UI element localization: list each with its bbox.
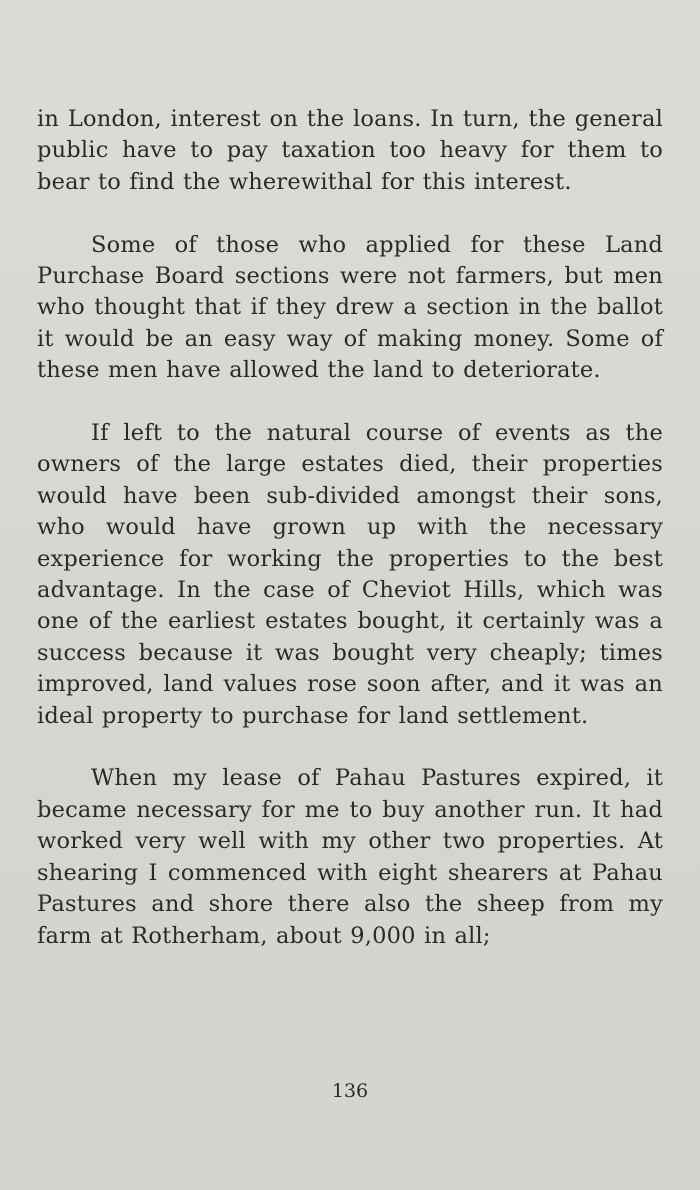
paragraph-estates: If left to the natural course of events as the owners of the large estates died, their properties would have been sub-divided amongst their sons, who would have grown up with the necessary experience for working the properties to the best advantage. In the case of Cheviot Hills, which was one of the earliest estates bought, it certainly was a success because it was bought very cheaply; times improved, land values rose soon after, and it was an ideal property to purchase for land settlement. xyxy=(37,420,663,729)
paragraph-pahau-pastures: When my lease of Pahau Pastures expired, it became necessary for me to buy another run. It had worked very well with my other two properties. At shearing I commenced with eight shearers at Pahau Pastures and shore there also the sheep from my farm at Rotherham, about 9,000 in all; xyxy=(37,765,663,949)
paragraph-land-purchase: Some of those who applied for these Land Purchase Board sections were not farmers, but men who thought that if they drew a section in the ballot it would be an easy way of making money. Some of these men have allowed the land to deteriorate. xyxy=(37,231,663,384)
paragraph-continuation: in London, interest on the loans. In turn, the general public have to pay taxation too heavy for them to bear to find the wherewithal for this interest. xyxy=(37,106,663,195)
body-text xyxy=(37,104,663,952)
page-number: 136 xyxy=(331,1080,369,1102)
